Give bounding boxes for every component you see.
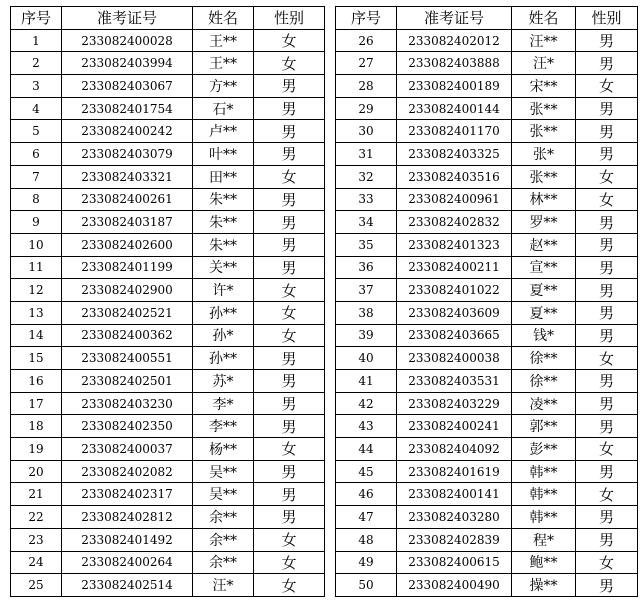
seq-cell: 17	[11, 392, 62, 415]
seq-cell: 24	[11, 551, 62, 574]
gender-cell: 男	[576, 211, 638, 234]
exam-id-cell: 233082403516	[397, 165, 512, 188]
gender-cell: 男	[254, 506, 325, 529]
gender-cell: 女	[254, 551, 325, 574]
name-cell: 张**	[512, 97, 576, 120]
table-row	[11, 460, 325, 483]
seq-cell: 1	[11, 29, 62, 52]
table-row	[11, 75, 325, 98]
gender-cell: 男	[254, 97, 325, 120]
roster-body-left	[11, 29, 325, 596]
seq-cell: 48	[336, 528, 397, 551]
exam-id-cell: 233082400038	[397, 347, 512, 370]
gender-cell: 男	[576, 415, 638, 438]
name-cell: 关**	[193, 256, 254, 279]
gender-cell: 男	[576, 120, 638, 143]
name-cell: 罗**	[512, 211, 576, 234]
seq-cell: 9	[11, 211, 62, 234]
header-name: 姓名	[193, 7, 254, 30]
name-cell: 许*	[193, 279, 254, 302]
seq-cell: 19	[11, 438, 62, 461]
exam-id-cell: 233082402350	[62, 415, 193, 438]
table-row	[336, 370, 638, 393]
seq-cell: 21	[11, 483, 62, 506]
gender-cell: 男	[254, 370, 325, 393]
table-row	[11, 415, 325, 438]
exam-id-cell: 233082403067	[62, 75, 193, 98]
exam-id-cell: 233082400490	[397, 574, 512, 597]
gender-cell: 男	[254, 211, 325, 234]
table-row	[336, 120, 638, 143]
seq-cell: 12	[11, 279, 62, 302]
seq-cell: 46	[336, 483, 397, 506]
name-cell: 王**	[193, 52, 254, 75]
exam-id-cell: 233082402514	[62, 574, 193, 597]
gender-cell: 男	[576, 233, 638, 256]
seq-cell: 11	[11, 256, 62, 279]
exam-id-cell: 233082402832	[397, 211, 512, 234]
seq-cell: 6	[11, 143, 62, 166]
gender-cell: 男	[254, 256, 325, 279]
name-cell: 韩**	[512, 483, 576, 506]
seq-cell: 8	[11, 188, 62, 211]
table-row	[11, 551, 325, 574]
gender-cell: 女	[576, 75, 638, 98]
name-cell: 钱*	[512, 324, 576, 347]
exam-id-cell: 233082400362	[62, 324, 193, 347]
table-row	[11, 165, 325, 188]
seq-cell: 37	[336, 279, 397, 302]
name-cell: 汪*	[512, 52, 576, 75]
gender-cell: 男	[576, 143, 638, 166]
gender-cell: 男	[576, 460, 638, 483]
gender-cell: 男	[254, 143, 325, 166]
seq-cell: 7	[11, 165, 62, 188]
seq-cell: 34	[336, 211, 397, 234]
header-id: 准考证号	[397, 7, 512, 30]
name-cell: 田**	[193, 165, 254, 188]
gender-cell: 女	[576, 165, 638, 188]
gender-cell: 男	[576, 29, 638, 52]
exam-id-cell: 233082400242	[62, 120, 193, 143]
exam-id-cell: 233082400615	[397, 551, 512, 574]
exam-id-cell: 233082402839	[397, 528, 512, 551]
name-cell: 孙**	[193, 347, 254, 370]
exam-id-cell: 233082400241	[397, 415, 512, 438]
exam-id-cell: 233082403229	[397, 392, 512, 415]
seq-cell: 30	[336, 120, 397, 143]
table-row	[11, 506, 325, 529]
roster-table-right	[335, 6, 638, 597]
exam-id-cell: 233082400141	[397, 483, 512, 506]
gender-cell: 女	[576, 483, 638, 506]
exam-id-cell: 233082400261	[62, 188, 193, 211]
gender-cell: 女	[576, 188, 638, 211]
name-cell: 张*	[512, 143, 576, 166]
table-row	[11, 438, 325, 461]
table-row	[336, 551, 638, 574]
seq-cell: 38	[336, 301, 397, 324]
table-row	[336, 324, 638, 347]
header-row	[11, 7, 325, 30]
seq-cell: 22	[11, 506, 62, 529]
table-row	[336, 460, 638, 483]
table-row	[336, 415, 638, 438]
name-cell: 韩**	[512, 460, 576, 483]
exam-id-cell: 233082403609	[397, 301, 512, 324]
seq-cell: 3	[11, 75, 62, 98]
exam-id-cell: 233082403230	[62, 392, 193, 415]
seq-cell: 16	[11, 370, 62, 393]
name-cell: 吴**	[193, 460, 254, 483]
name-cell: 吴**	[193, 483, 254, 506]
gender-cell: 男	[254, 188, 325, 211]
seq-cell: 27	[336, 52, 397, 75]
roster-body-right	[336, 29, 638, 596]
table-row	[11, 97, 325, 120]
name-cell: 凌**	[512, 392, 576, 415]
gender-cell: 男	[576, 301, 638, 324]
table-row	[336, 438, 638, 461]
exam-id-cell: 233082402900	[62, 279, 193, 302]
exam-id-cell: 233082400211	[397, 256, 512, 279]
seq-cell: 23	[11, 528, 62, 551]
name-cell: 石*	[193, 97, 254, 120]
table-row	[336, 29, 638, 52]
exam-id-cell: 233082403325	[397, 143, 512, 166]
table-row	[336, 97, 638, 120]
exam-id-cell: 233082403187	[62, 211, 193, 234]
header-seq: 序号	[336, 7, 397, 30]
name-cell: 程*	[512, 528, 576, 551]
table-row	[336, 347, 638, 370]
header-row	[336, 7, 638, 30]
exam-id-cell: 233082401022	[397, 279, 512, 302]
table-row	[11, 370, 325, 393]
table-row	[11, 256, 325, 279]
table-row	[336, 506, 638, 529]
table-row	[11, 483, 325, 506]
name-cell: 鲍**	[512, 551, 576, 574]
gender-cell: 女	[254, 324, 325, 347]
seq-cell: 35	[336, 233, 397, 256]
name-cell: 操**	[512, 574, 576, 597]
seq-cell: 29	[336, 97, 397, 120]
table-row	[11, 528, 325, 551]
name-cell: 夏**	[512, 301, 576, 324]
name-cell: 李**	[193, 415, 254, 438]
seq-cell: 5	[11, 120, 62, 143]
gender-cell: 男	[576, 52, 638, 75]
name-cell: 韩**	[512, 506, 576, 529]
exam-id-cell: 233082403280	[397, 506, 512, 529]
seq-cell: 13	[11, 301, 62, 324]
seq-cell: 18	[11, 415, 62, 438]
gender-cell: 男	[254, 415, 325, 438]
exam-id-cell: 233082400264	[62, 551, 193, 574]
exam-id-cell: 233082402317	[62, 483, 193, 506]
table-row	[11, 188, 325, 211]
exam-id-cell: 233082402812	[62, 506, 193, 529]
gender-cell: 男	[254, 347, 325, 370]
table-row	[336, 483, 638, 506]
gender-cell: 女	[254, 574, 325, 597]
gender-cell: 男	[576, 506, 638, 529]
exam-id-cell: 233082402521	[62, 301, 193, 324]
seq-cell: 4	[11, 97, 62, 120]
gender-cell: 女	[254, 438, 325, 461]
table-row	[336, 143, 638, 166]
gender-cell: 女	[254, 301, 325, 324]
table-row	[11, 233, 325, 256]
table-row	[336, 301, 638, 324]
seq-cell: 10	[11, 233, 62, 256]
seq-cell: 28	[336, 75, 397, 98]
name-cell: 杨**	[193, 438, 254, 461]
table-row	[11, 211, 325, 234]
seq-cell: 26	[336, 29, 397, 52]
exam-id-cell: 233082400189	[397, 75, 512, 98]
exam-id-cell: 233082401619	[397, 460, 512, 483]
seq-cell: 39	[336, 324, 397, 347]
header-seq: 序号	[11, 7, 62, 30]
gender-cell: 女	[254, 279, 325, 302]
table-row	[11, 392, 325, 415]
table-row	[11, 143, 325, 166]
table-row	[11, 52, 325, 75]
exam-id-cell: 233082402501	[62, 370, 193, 393]
gender-cell: 男	[254, 120, 325, 143]
name-cell: 方**	[193, 75, 254, 98]
exam-id-cell: 233082403321	[62, 165, 193, 188]
seq-cell: 20	[11, 460, 62, 483]
name-cell: 林**	[512, 188, 576, 211]
name-cell: 张**	[512, 120, 576, 143]
exam-id-cell: 233082400961	[397, 188, 512, 211]
table-row	[336, 75, 638, 98]
header-gender: 性别	[254, 7, 325, 30]
header-gender: 性别	[576, 7, 638, 30]
gender-cell: 男	[576, 279, 638, 302]
table-row	[11, 279, 325, 302]
gender-cell: 男	[576, 97, 638, 120]
seq-cell: 2	[11, 52, 62, 75]
exam-id-cell: 233082401170	[397, 120, 512, 143]
name-cell: 宣**	[512, 256, 576, 279]
exam-id-cell: 233082403888	[397, 52, 512, 75]
name-cell: 孙**	[193, 301, 254, 324]
table-row	[336, 165, 638, 188]
seq-cell: 42	[336, 392, 397, 415]
gender-cell: 男	[254, 483, 325, 506]
name-cell: 朱**	[193, 211, 254, 234]
exam-id-cell: 233082401492	[62, 528, 193, 551]
gender-cell: 男	[254, 233, 325, 256]
gender-cell: 男	[254, 460, 325, 483]
exam-id-cell: 233082400551	[62, 347, 193, 370]
gender-cell: 男	[576, 528, 638, 551]
name-cell: 朱**	[193, 188, 254, 211]
seq-cell: 43	[336, 415, 397, 438]
seq-cell: 40	[336, 347, 397, 370]
exam-id-cell: 233082400144	[397, 97, 512, 120]
name-cell: 赵**	[512, 233, 576, 256]
table-row	[11, 301, 325, 324]
header-name: 姓名	[512, 7, 576, 30]
roster-table-left	[10, 6, 325, 597]
table-row	[336, 233, 638, 256]
gender-cell: 男	[576, 392, 638, 415]
name-cell: 宋**	[512, 75, 576, 98]
table-row	[336, 528, 638, 551]
seq-cell: 14	[11, 324, 62, 347]
seq-cell: 44	[336, 438, 397, 461]
exam-id-cell: 233082404092	[397, 438, 512, 461]
name-cell: 郭**	[512, 415, 576, 438]
exam-id-cell: 233082401754	[62, 97, 193, 120]
name-cell: 余**	[193, 551, 254, 574]
table-row	[11, 574, 325, 597]
exam-id-cell: 233082400028	[62, 29, 193, 52]
gender-cell: 男	[576, 574, 638, 597]
gender-cell: 女	[576, 347, 638, 370]
gender-cell: 女	[576, 551, 638, 574]
exam-id-cell: 233082400037	[62, 438, 193, 461]
seq-cell: 41	[336, 370, 397, 393]
table-row	[336, 279, 638, 302]
exam-id-cell: 233082401199	[62, 256, 193, 279]
seq-cell: 45	[336, 460, 397, 483]
name-cell: 徐**	[512, 347, 576, 370]
gender-cell: 男	[576, 256, 638, 279]
name-cell: 李*	[193, 392, 254, 415]
seq-cell: 47	[336, 506, 397, 529]
seq-cell: 32	[336, 165, 397, 188]
seq-cell: 15	[11, 347, 62, 370]
table-row	[336, 52, 638, 75]
table-row	[11, 347, 325, 370]
name-cell: 徐**	[512, 370, 576, 393]
name-cell: 孙*	[193, 324, 254, 347]
exam-id-cell: 233082403994	[62, 52, 193, 75]
exam-id-cell: 233082402012	[397, 29, 512, 52]
exam-id-cell: 233082403079	[62, 143, 193, 166]
table-row	[11, 29, 325, 52]
table-row	[336, 188, 638, 211]
exam-id-cell: 233082403531	[397, 370, 512, 393]
gender-cell: 女	[254, 165, 325, 188]
seq-cell: 50	[336, 574, 397, 597]
gender-cell: 女	[576, 438, 638, 461]
table-row	[11, 324, 325, 347]
seq-cell: 31	[336, 143, 397, 166]
name-cell: 叶**	[193, 143, 254, 166]
gender-cell: 男	[576, 324, 638, 347]
seq-cell: 49	[336, 551, 397, 574]
name-cell: 苏*	[193, 370, 254, 393]
gender-cell: 男	[254, 75, 325, 98]
gender-cell: 女	[254, 52, 325, 75]
header-id: 准考证号	[62, 7, 193, 30]
table-row	[336, 256, 638, 279]
name-cell: 余**	[193, 506, 254, 529]
gender-cell: 男	[254, 392, 325, 415]
table-row	[336, 211, 638, 234]
exam-id-cell: 233082402600	[62, 233, 193, 256]
table-row	[336, 392, 638, 415]
table-row	[336, 574, 638, 597]
seq-cell: 36	[336, 256, 397, 279]
name-cell: 汪*	[193, 574, 254, 597]
exam-id-cell: 233082402082	[62, 460, 193, 483]
name-cell: 朱**	[193, 233, 254, 256]
gender-cell: 女	[254, 528, 325, 551]
table-row	[11, 120, 325, 143]
seq-cell: 33	[336, 188, 397, 211]
exam-id-cell: 233082403665	[397, 324, 512, 347]
name-cell: 卢**	[193, 120, 254, 143]
seq-cell: 25	[11, 574, 62, 597]
name-cell: 彭**	[512, 438, 576, 461]
name-cell: 夏**	[512, 279, 576, 302]
gender-cell: 男	[576, 370, 638, 393]
name-cell: 余**	[193, 528, 254, 551]
name-cell: 张**	[512, 165, 576, 188]
gender-cell: 女	[254, 29, 325, 52]
exam-id-cell: 233082401323	[397, 233, 512, 256]
name-cell: 汪**	[512, 29, 576, 52]
name-cell: 王**	[193, 29, 254, 52]
